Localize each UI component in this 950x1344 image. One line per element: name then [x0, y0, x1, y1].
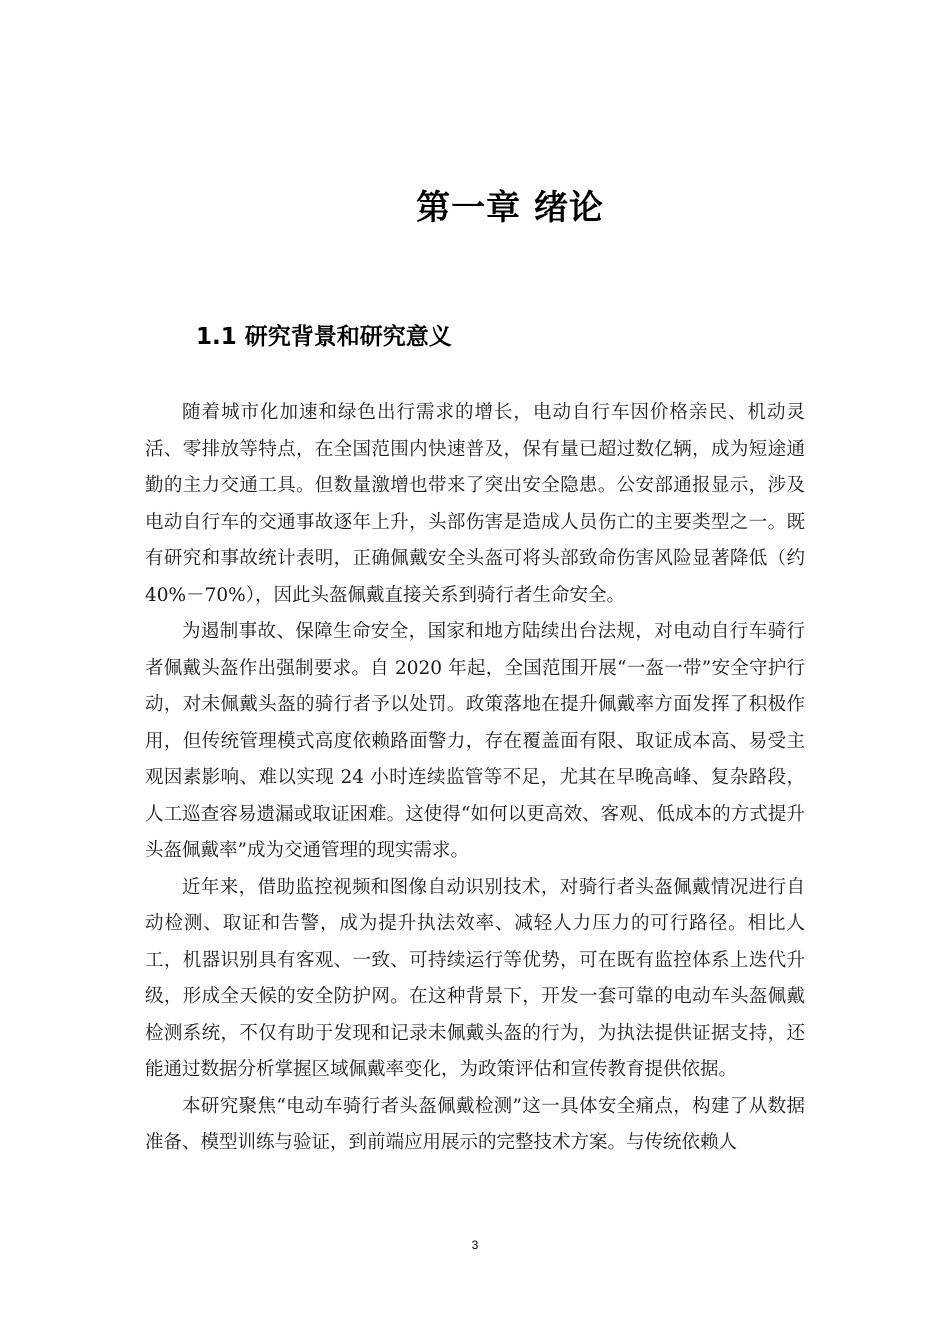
paragraph-3: 近年来，借助监控视频和图像自动识别技术，对骑行者头盔佩戴情况进行自动检测、取证和告警，成为提升执法效率、减轻人力压力的可行路径。相比人工，机器识别具有客观、一致、可持续运行等优势，可在既有监控体系上迭代升级，形成全天候的安全防护网。在这种背景下，开发一套可靠的电动车头盔佩戴检测系统，不仅有助于发现和记录未佩戴头盔的行为，为执法提供证据支持，还能通过数据分析掌握区域佩戴率变化，为政策评估和宣传教育提供依据。 — [145, 876, 805, 1080]
paragraph-1: 随着城市化加速和绿色出行需求的增长，电动自行车因价格亲民、机动灵活、零排放等特点，在全国范围内快速普及，保有量已超过数亿辆，成为短途通勤的主力交通工具。但数量激增也带来了突出安全隐患。公安部通报显示，涉及电动自行车的交通事故逐年上升，头部伤害是造成人员伤亡的主要类型之一。既有研究和事故统计表明，正确佩戴安全头盔可将头部致命伤害风险显著降低（约 40%－70%），因此头盔佩戴直接关系到骑行者生命安全。 — [145, 402, 805, 606]
paragraph-4: 本研究聚焦“电动车骑行者头盔佩戴检测”这一具体安全痛点，构建了从数据准备、模型训练与验证，到前端应用展示的完整技术方案。与传统依赖人 — [145, 1095, 805, 1153]
body-text — [145, 395, 805, 1162]
chapter-title: 第一章 绪论 — [416, 188, 604, 228]
section-title: 1.1 研究背景和研究意义 — [196, 324, 452, 350]
page-number: 3 — [471, 1238, 479, 1252]
paragraph-2: 为遏制事故、保障生命安全，国家和地方陆续出台法规，对电动自行车骑行者佩戴头盔作出强制要求。自 2020 年起，全国范围开展“一盔一带”安全守护行动，对未佩戴头盔的骑行者予以处罚。政策落地在提升佩戴率方面发挥了积极作用，但传统管理模式高度依赖路面警力，存在覆盖面有限、取证成本高、易受主观因素影响、难以实现 24 小时连续监管等不足，尤其在早晚高峰、复杂路段，人工巡查容易遗漏或取证困难。这使得“如何以更高效、客观、低成本的方式提升头盔佩戴率”成为交通管理的现实需求。 — [145, 621, 805, 861]
